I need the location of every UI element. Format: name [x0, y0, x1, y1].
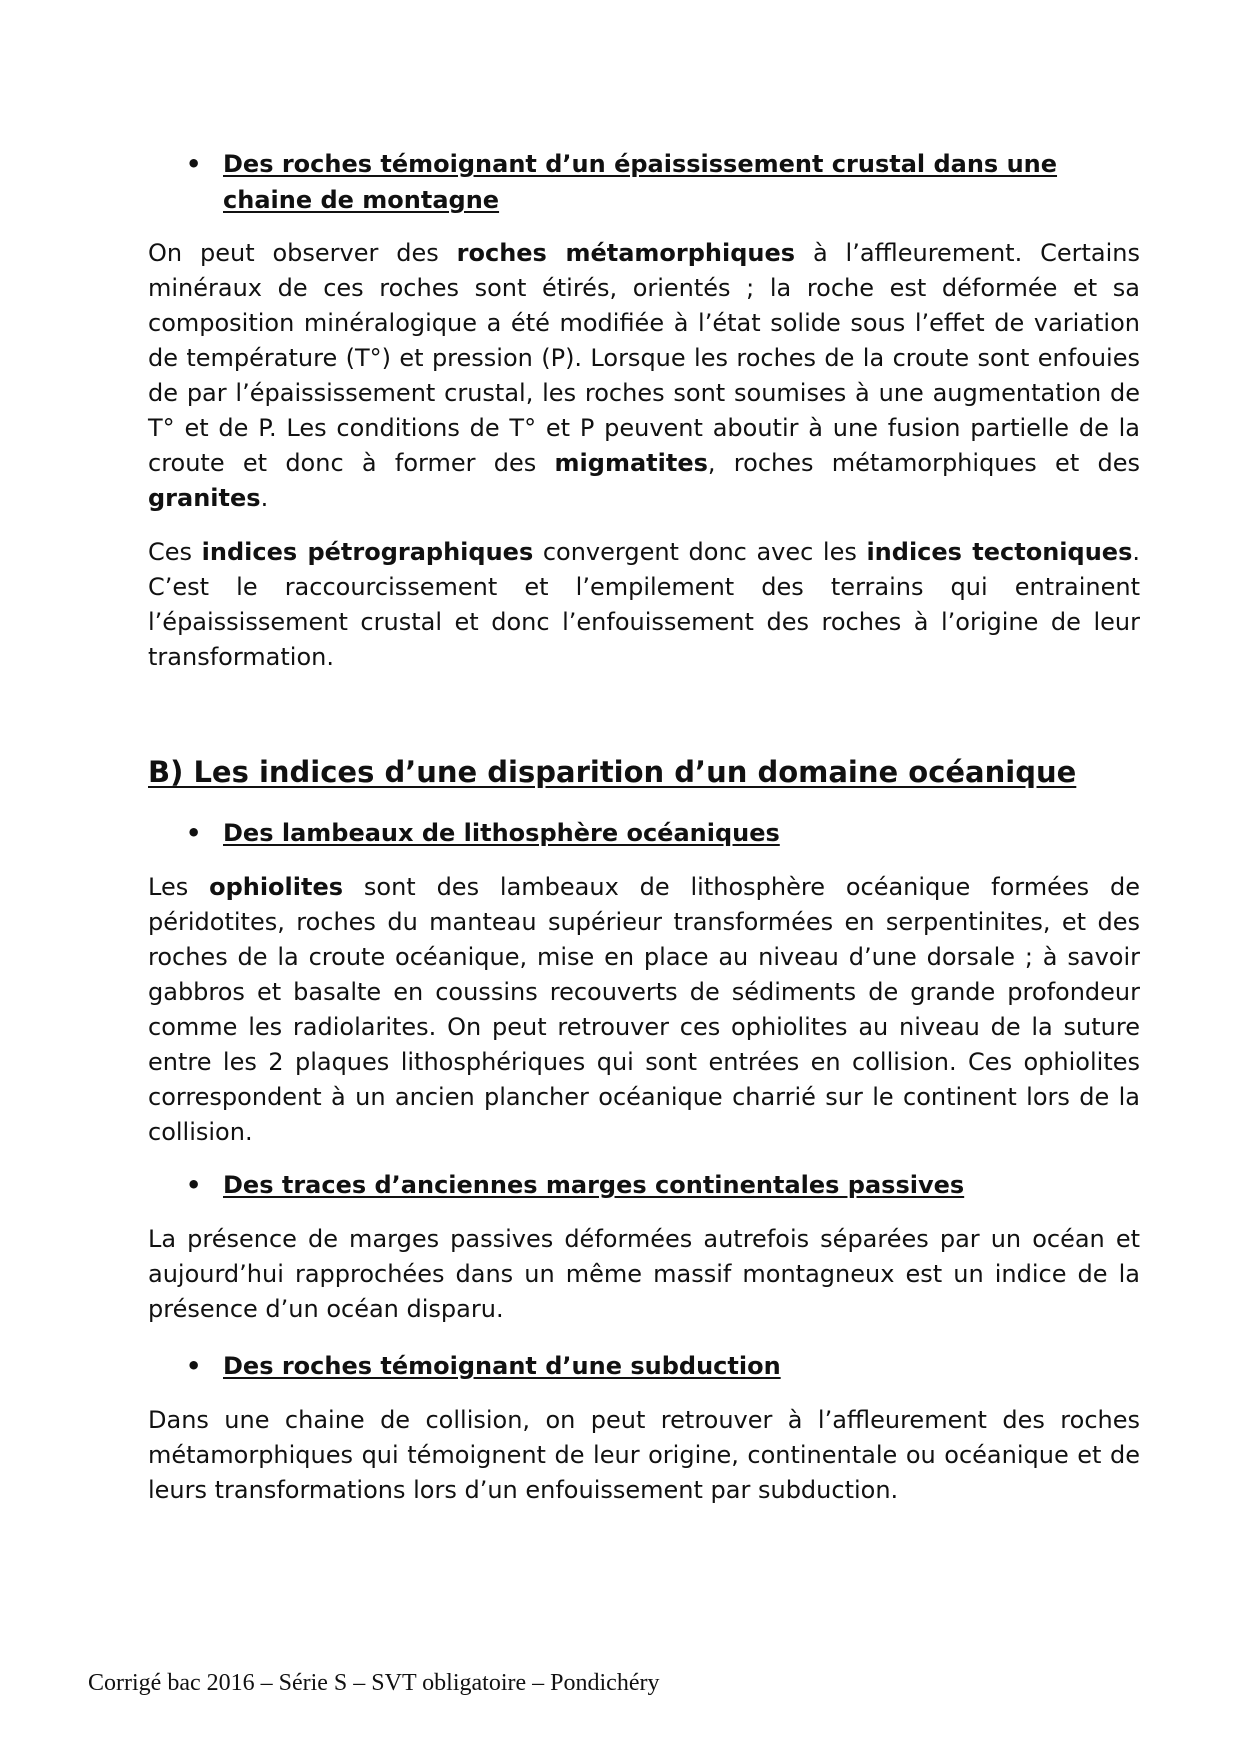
bullet-icon: • [186, 150, 202, 178]
bullet-icon: • [186, 819, 202, 847]
bullet-heading-marges [148, 1167, 1140, 1203]
bullet-heading-text: Des roches témoignant d’une subduction [223, 1352, 781, 1380]
section-title-b: B) Les indices d’une disparition d’un domaine océanique [148, 755, 1077, 789]
bullet-heading-text: Des traces d’anciennes marges continentales passives [223, 1171, 965, 1199]
bullet-icon: • [186, 1171, 202, 1199]
bullet-heading-text: Des lambeaux de lithosphère océaniques [223, 819, 780, 847]
paragraph-roches-metamorphiques: On peut observer des roches métamorphiques à l’affleurement. Certains minéraux de ces roches sont étirés, orientés ; la roche est déformée et sa composition minéralogique a été modifiée à l’état solide sous l’effet de variation de température (T°) et pression (P). Lorsque les roches de la croute sont enfouies de par l’épaississement crustal, les roches sont soumises à une augmentation de T° et de P. Les conditions de T° et P peuvent aboutir à une fusion partielle de la croute et donc à former des migmatites, roches métamorphiques et des granites. [148, 239, 1140, 512]
page-footer: Corrigé bac 2016 – Série S – SVT obligatoire – Pondichéry [88, 1670, 660, 1696]
paragraph-indices-petrographiques: Ces indices pétrographiques convergent donc avec les indices tectoniques. C’est le raccourcissement et l’empilement des terrains qui entrainent l’épaississement crustal et donc l’enfouissement des roches à l’origine de leur transformation. [148, 538, 1140, 671]
bullet-icon: • [186, 1352, 202, 1380]
paragraph-subduction: Dans une chaine de collision, on peut retrouver à l’affleurement des roches métamorphiques qui témoignent de leur origine, continentale ou océanique et de leurs transformations lors d’un enfouissement par subduction. [148, 1406, 1140, 1504]
bold-term: indices tectoniques [866, 538, 1133, 566]
paragraph-marges-passives: La présence de marges passives déformées autrefois séparées par un océan et aujourd’hui rapprochées dans un même massif montagneux est un indice de la présence d’un océan disparu. [148, 1225, 1140, 1323]
bullet-heading-lambeaux [148, 815, 1140, 851]
bold-term: indices pétrographiques [201, 538, 534, 566]
bold-term: ophiolites [209, 873, 344, 901]
paragraph-ophiolites: Les ophiolites sont des lambeaux de lithosphère océanique formées de péridotites, roches du manteau supérieur transformées en serpentinites, et des roches de la croute océanique, mise en place au niveau d’une dorsale ; à savoir gabbros et basalte en coussins recouverts de sédiments de grande profondeur comme les radiolarites. On peut retrouver ces ophiolites au niveau de la suture entre les 2 plaques lithosphériques qui sont entrées en collision. Ces ophiolites correspondent à un ancien plancher océanique charrié sur le continent lors de la collision. [148, 873, 1140, 1146]
bullet-heading-epaississement [148, 146, 1140, 218]
bullet-heading-subduction [148, 1348, 1140, 1384]
bullet-heading-text: Des roches témoignant d’un épaississement crustal dans une chaine de montagne [223, 150, 1058, 214]
bold-term: roches métamorphiques [456, 239, 796, 267]
bold-term: migmatites [554, 449, 708, 477]
bold-term: granites [148, 484, 261, 512]
